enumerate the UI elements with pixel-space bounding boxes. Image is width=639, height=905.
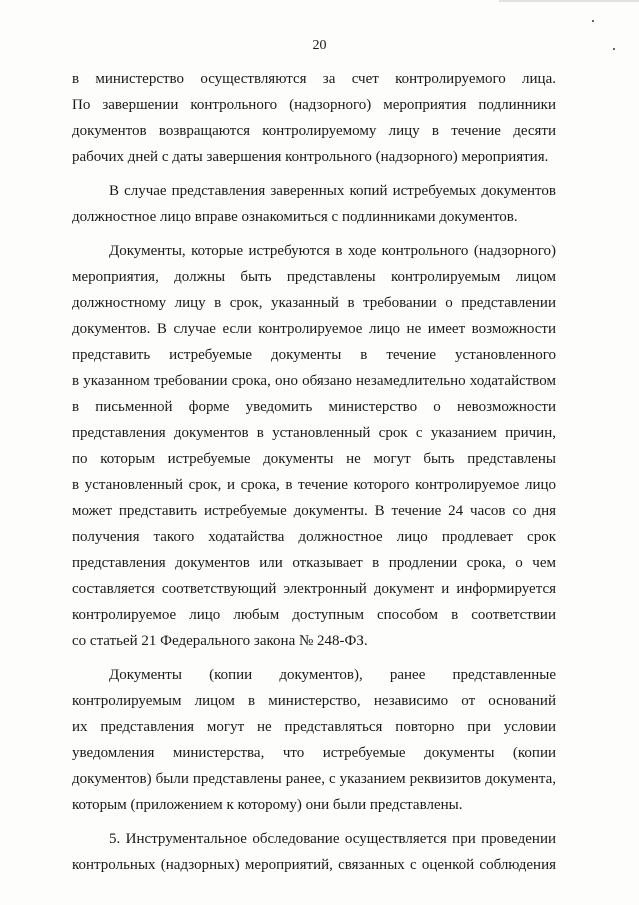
text-line: в письменной форме уведомить министерство о невозможности	[72, 399, 556, 415]
paragraph-gap	[72, 654, 556, 662]
text-line: представления документов в установленный срок с указанием причин,	[72, 425, 556, 441]
text-line: должностному лицу в срок, указанный в требовании о представлении	[72, 295, 556, 311]
text-line: в министерство осуществляются за счет контролируемого лица.	[72, 71, 556, 87]
text-line: их представления могут не представляться повторно при условии	[72, 719, 556, 735]
text-line: документов) были представлены ранее, с указанием реквизитов документа,	[72, 771, 556, 787]
text-line: рабочих дней с даты завершения контрольного (надзорного) мероприятия.	[72, 149, 549, 165]
text-line: получения такого ходатайства должностное лицо продлевает срок	[72, 529, 556, 545]
text-line: представления документов или отказывает в продлении срока, о чем	[72, 555, 556, 571]
text-line: документов. В случае если контролируемое лицо не имеет возможности	[72, 321, 556, 337]
text-line: Документы (копии документов), ранее представленные	[109, 667, 556, 683]
scan-edge-mark	[499, 0, 639, 2]
text-line: в установленный срок, и срока, в течение которого контролируемое лицо	[72, 477, 556, 493]
text-line: документов возвращаются контролируемому лицу в течение десяти	[72, 123, 556, 139]
paragraph-gap	[72, 230, 556, 238]
scan-speck	[592, 20, 594, 22]
paragraph	[72, 826, 556, 878]
paragraph-gap	[72, 170, 556, 178]
text-line: по которым истребуемые документы не могут быть представлены	[72, 451, 556, 467]
text-line: Документы, которые истребуются в ходе контрольного (надзорного)	[109, 243, 556, 259]
text-line: В случае представления заверенных копий истребуемых документов	[109, 183, 556, 199]
text-line: контролируемое лицо любым доступным способом в соответствии	[72, 607, 556, 623]
page-number: 20	[312, 38, 327, 53]
paragraph	[72, 66, 556, 170]
text-line: мероприятия, должны быть представлены контролируемым лицом	[72, 269, 556, 285]
document-body	[72, 66, 556, 878]
paragraph	[72, 238, 556, 654]
paragraph	[72, 178, 556, 230]
text-line: уведомления министерства, что истребуемые документы (копии	[72, 745, 556, 761]
text-line: может представить истребуемые документы. В течение 24 часов со дня	[72, 503, 556, 519]
text-line: По завершении контрольного (надзорного) мероприятия подлинники	[72, 97, 556, 113]
text-line: контрольных (надзорных) мероприятий, связанных с оценкой соблюдения	[72, 857, 556, 873]
text-line: 5. Инструментальное обследование осуществляется при проведении	[109, 831, 556, 847]
text-line: которым (приложением к которому) они были представлены.	[72, 797, 463, 813]
text-line: должностное лицо вправе ознакомиться с подлинниками документов.	[72, 209, 518, 225]
text-line: составляется соответствующий электронный документ и информируется	[72, 581, 556, 597]
paragraph-gap	[72, 818, 556, 826]
text-line: представить истребуемые документы в течение установленного	[72, 347, 556, 363]
text-line: в указанном требовании срока, оно обязано незамедлительно ходатайством	[72, 373, 556, 389]
text-line: со статьей 21 Федерального закона № 248-ФЗ.	[72, 633, 368, 649]
text-line: контролируемым лицом в министерство, независимо от оснований	[72, 693, 556, 709]
paragraph	[72, 662, 556, 818]
